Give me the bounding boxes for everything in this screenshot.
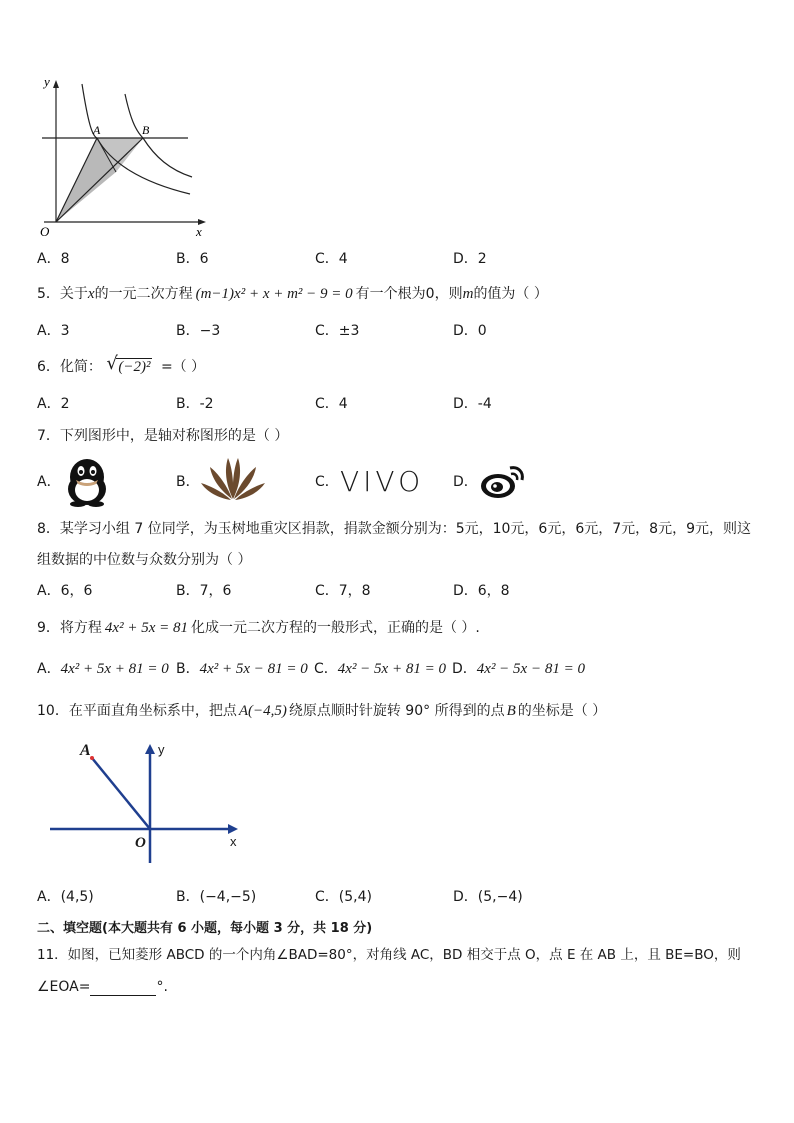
q5-zero: 0 xyxy=(425,286,435,302)
q5-text-5: 的值为（ ） xyxy=(473,286,548,302)
q6-stem xyxy=(37,353,206,376)
q9-equation: 4x² + 5x = 81 xyxy=(104,620,188,636)
q4-label-b: B xyxy=(142,123,150,137)
q7-option-a: A． xyxy=(37,474,61,490)
q8-stem-line1: 8．某学习小组 7 位同学，为玉树地重灾区捐款，捐款金额分别为：5元，10元，6元，6元，7元，8元，9元，则这 xyxy=(37,521,751,537)
q8-option-a: A．6，6 xyxy=(37,583,93,599)
q11-stem-line1: 11．如图，已知菱形 ABCD 的一个内角∠BAD=80°，对角线 AC，BD 相交于点 O，点 E 在 AB 上，且 BE=BO，则 xyxy=(37,947,741,963)
q10-option-a: A．(4,5) xyxy=(37,889,94,905)
q9-option-a-eq: 4x² + 5x + 81 = 0 xyxy=(60,661,169,677)
q5-var-x: x xyxy=(87,286,95,302)
q5-option-d: D．0 xyxy=(453,323,487,339)
q5-option-a: A．3 xyxy=(37,323,70,339)
q10-label-x: x xyxy=(230,834,237,849)
q10-label-o: O xyxy=(135,835,146,851)
q7-weibo-logo xyxy=(478,460,528,500)
q8-option-d: D．6，8 xyxy=(453,583,510,599)
q9-option-b-label: B． xyxy=(176,661,200,677)
q10-label-y: y xyxy=(158,742,165,757)
q4-figure xyxy=(30,72,220,242)
q9-option-d-label: D． xyxy=(452,661,477,677)
q6-prefix: 6．化简： xyxy=(37,359,102,375)
q9-stem xyxy=(37,619,480,637)
q9-option-c-label: C． xyxy=(314,661,338,677)
q4-label-a: A xyxy=(93,123,101,137)
q5-text-3: 有一个根为 xyxy=(355,286,426,302)
q4-option-d: D．2 xyxy=(453,251,487,267)
section-2-heading: 二、填空题(本大题共有 6 小题，每小题 3 分，共 18 分) xyxy=(37,921,373,936)
q10-y-arrow xyxy=(145,744,155,754)
q7-flower-logo xyxy=(198,455,268,503)
q10-option-c: C．(5,4) xyxy=(315,889,372,905)
q10-label-a: A xyxy=(80,742,91,759)
q7-vivo-logo: VIVO xyxy=(340,465,425,498)
q9-text-2: 化成一元二次方程的一般形式，正确的是（ ）. xyxy=(190,620,480,636)
q10-option-d: D．(5,−4) xyxy=(453,889,523,905)
q7-option-d: D． xyxy=(453,474,478,490)
q10-option-b: B．(−4,−5) xyxy=(176,889,257,905)
q7-option-c: C． xyxy=(315,474,339,490)
q10-segment-oa xyxy=(92,758,150,829)
q6-radical-sign: √ xyxy=(106,353,118,374)
q5-text-2: 的一元二次方程 xyxy=(94,286,193,302)
q10-text-2: 绕原点顺时针旋转 90° 所得到的点 xyxy=(288,703,505,719)
q10-stem xyxy=(37,702,606,720)
q4-option-b: B．6 xyxy=(176,251,209,267)
q5-var-m: m xyxy=(462,286,474,302)
q5-option-c: C．±3 xyxy=(315,323,360,339)
q10-x-arrow xyxy=(228,824,238,834)
q7-stem: 7．下列图形中，是轴对称图形的是（ ） xyxy=(37,428,289,444)
q9-option-b-eq: 4x² + 5x − 81 = 0 xyxy=(199,661,308,677)
q6-option-a: A．2 xyxy=(37,396,70,412)
q11-answer-blank[interactable] xyxy=(90,981,156,996)
q11-stem-line2 xyxy=(37,978,168,996)
q4-y-arrow xyxy=(53,80,59,88)
q9-option-c-eq: 4x² − 5x + 81 = 0 xyxy=(337,661,446,677)
q4-label-x: x xyxy=(196,224,202,239)
q7-option-b: B． xyxy=(176,474,200,490)
q10-var-b: B xyxy=(506,703,516,719)
q10-figure xyxy=(50,738,250,868)
q10-text-1: 10．在平面直角坐标系中，把点 xyxy=(37,703,237,719)
q4-option-a: A．8 xyxy=(37,251,70,267)
q5-text-1: 5．关于 xyxy=(37,286,88,302)
q4-option-c: C．4 xyxy=(315,251,348,267)
q10-point-a: A(−4,5) xyxy=(238,703,287,719)
q6-radicand: (−2)² xyxy=(118,359,151,375)
q4-label-o: O xyxy=(40,224,50,239)
q5-option-b: B．−3 xyxy=(176,323,221,339)
q6-radical xyxy=(106,353,152,376)
q5-equation: (m−1)x² + x + m² − 9 = 0 xyxy=(195,286,353,302)
q6-option-c: C．4 xyxy=(315,396,348,412)
q10-text-3: 的坐标是（ ） xyxy=(517,703,607,719)
q8-option-b: B．7，6 xyxy=(176,583,232,599)
q6-suffix: =（ ） xyxy=(160,359,206,375)
q9-option-d-eq: 4x² − 5x − 81 = 0 xyxy=(476,661,585,677)
q4-curve-outer xyxy=(125,94,192,177)
q4-label-y: y xyxy=(44,74,50,89)
q11-angle-label: ∠EOA= xyxy=(37,979,91,995)
q9-option-d xyxy=(452,660,585,678)
q11-degree-suffix: °. xyxy=(156,979,168,995)
q6-option-d: D．-4 xyxy=(453,396,492,412)
q7-penguin-logo xyxy=(62,455,112,507)
q9-option-a-label: A． xyxy=(37,661,61,677)
q5-stem xyxy=(37,285,548,303)
q8-option-c: C．7，8 xyxy=(315,583,371,599)
q9-option-a xyxy=(37,660,169,678)
q6-option-b: B．-2 xyxy=(176,396,214,412)
q8-stem-line2: 组数据的中位数与众数分别为（ ） xyxy=(37,552,252,568)
q9-option-b xyxy=(176,660,308,678)
q5-text-4: ，则 xyxy=(434,286,463,302)
q9-option-c xyxy=(314,660,446,678)
q9-text-1: 9．将方程 xyxy=(37,620,102,636)
